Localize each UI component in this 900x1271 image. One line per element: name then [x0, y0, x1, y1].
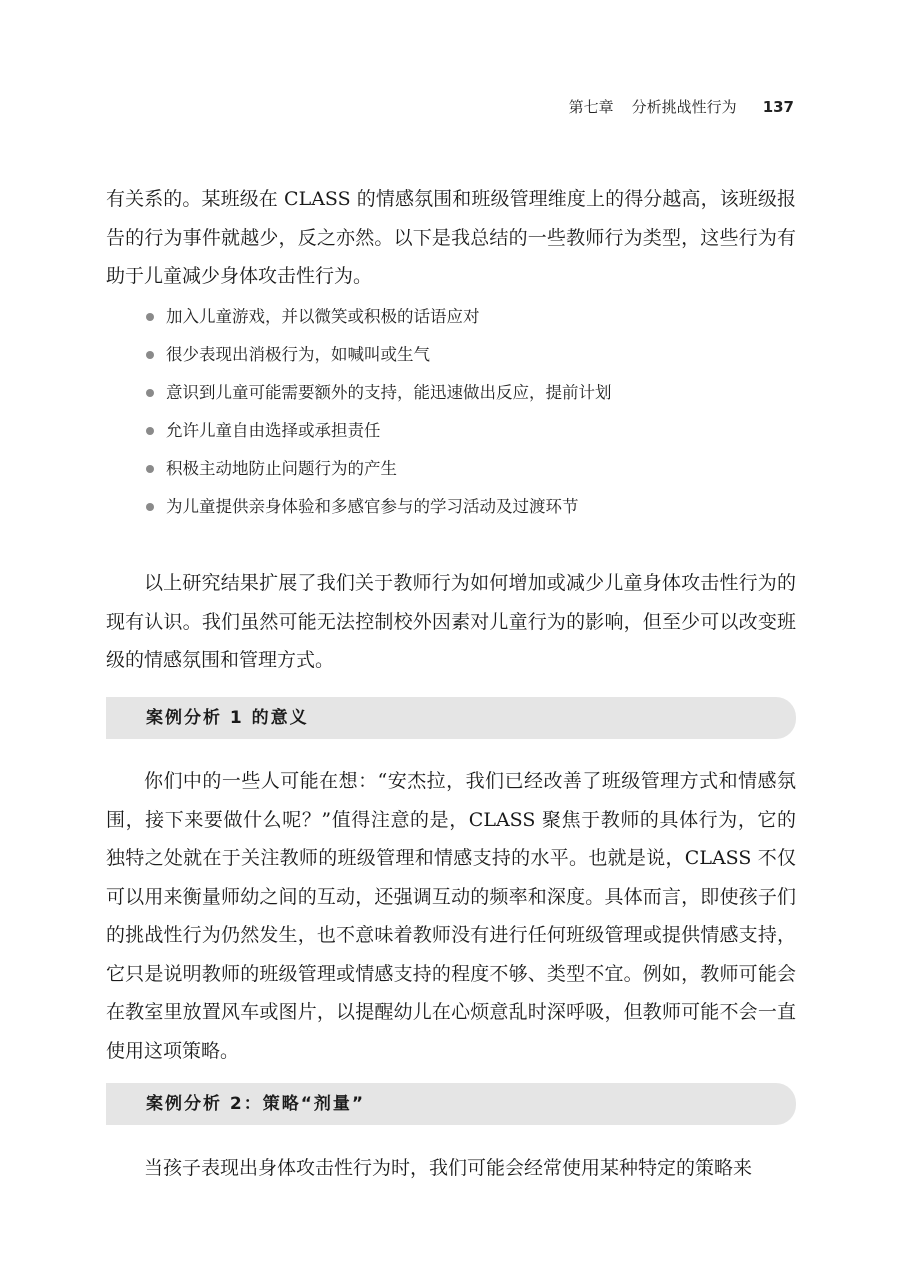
- chapter-label: 第七章: [568, 98, 614, 116]
- list-item-text: 很少表现出消极行为，如喊叫或生气: [166, 345, 430, 364]
- bullet-icon: [146, 503, 154, 511]
- list-item-text: 加入儿童游戏，并以微笑或积极的话语应对: [166, 307, 480, 326]
- case-heading-1-label: 案例分析 1 的意义: [146, 708, 309, 728]
- paragraph-findings: 以上研究结果扩展了我们关于教师行为如何增加或减少儿童身体攻击性行为的现有认识。我们虽然可能无法控制校外因素对儿童行为的影响，但至少可以改变班级的情感氛围和管理方式。: [106, 572, 796, 671]
- case-heading-2: [106, 1083, 796, 1125]
- list-item: [146, 298, 796, 336]
- case-heading-2-label: 案例分析 2：策略“剂量”: [146, 1094, 366, 1114]
- list-item-text: 积极主动地防止问题行为的产生: [166, 459, 397, 478]
- list-item: [146, 488, 796, 526]
- paragraph-case-1: 你们中的一些人可能在想：“安杰拉，我们已经改善了班级管理方式和情感氛围，接下来要做什么呢？”值得注意的是，CLASS 聚焦于教师的具体行为，它的独特之处就在于关注教师的班级管理和情感支持的水平。也就是说，CLASS 不仅可以用来衡量师幼之间的互动，还强调互动的频率和深度。具体而言，即使孩子们的挑战性行为仍然发生，也不意味着教师没有进行任何班级管理或提供情感支持，它只是说明教师的班级管理或情感支持的程度不够、类型不宜。例如，教师可能会在教室里放置风车或图片，以提醒幼儿在心烦意乱时深呼吸，但教师可能不会一直使用这项策略。: [106, 770, 796, 1062]
- running-head: [0, 96, 794, 117]
- behavior-list: [146, 298, 796, 526]
- bullet-icon: [146, 427, 154, 435]
- list-item-text: 意识到儿童可能需要额外的支持，能迅速做出反应，提前计划: [166, 383, 612, 402]
- list-item: [146, 450, 796, 488]
- section-title: 分析挑战性行为: [631, 98, 737, 116]
- list-item: [146, 412, 796, 450]
- list-item: [146, 336, 796, 374]
- paragraph-case-2: 当孩子表现出身体攻击性行为时，我们可能会经常使用某种特定的策略来: [144, 1157, 753, 1179]
- paragraph-intro: 有关系的。某班级在 CLASS 的情感氛围和班级管理维度上的得分越高，该班级报告的行为事件就越少，反之亦然。以下是我总结的一些教师行为类型，这些行为有助于儿童减少身体攻击性行为。: [106, 188, 796, 287]
- case-heading-1: [106, 697, 796, 739]
- list-item-text: 为儿童提供亲身体验和多感官参与的学习活动及过渡环节: [166, 497, 579, 516]
- bullet-icon: [146, 351, 154, 359]
- bullet-icon: [146, 465, 154, 473]
- list-item-text: 允许儿童自由选择或承担责任: [166, 421, 381, 440]
- page-number: 137: [762, 98, 794, 116]
- bullet-icon: [146, 313, 154, 321]
- bullet-icon: [146, 389, 154, 397]
- list-item: [146, 374, 796, 412]
